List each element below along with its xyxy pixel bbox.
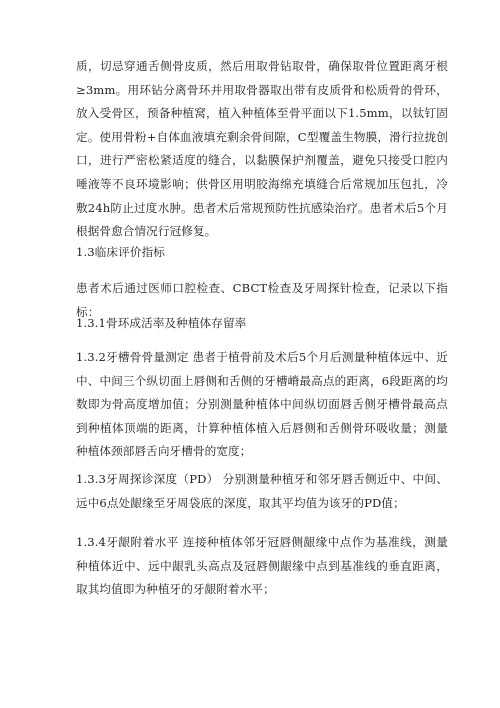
paragraph-alveolar-bone-measurement: 1.3.2牙槽骨骨量测定 患者于植骨前及术后5个月后测量种植体远中、近中、中间三个纵切面上唇侧和舌侧的牙槽嵴最高点的距离，6段距离的均数即为骨高度增加值；分别测量种植体中间纵切面唇舌侧牙槽骨最高点到种植体顶端的距离，计算种植体植入后唇侧和舌侧骨环吸收量；测量种植体颈部唇舌向牙槽骨的宽度； [76, 350, 448, 459]
section-heading-survival-rate: 1.3.1骨环成活率及种植体存留率 [76, 316, 247, 330]
section-heading-clinical-evaluation: 1.3临床评价指标 [76, 245, 165, 259]
paragraph-gingival-attachment-level: 1.3.4牙龈附着水平 连接种植体邻牙冠唇侧龈缘中点作为基准线，测量种植体近中、远中龈乳头高点及冠唇侧龈缘中点到基准线的垂直距离，取其均值即为种植牙的牙龈附着水平； [76, 535, 448, 597]
paragraph-postoperative-examination: 患者术后通过医师口腔检查、CBCT检查及牙周探针检查，记录以下指标： [76, 281, 448, 319]
paragraph-bone-harvest-procedure: 质，切忌穿通舌侧骨皮质，然后用取骨钻取骨，确保取骨位置距离牙根≥3mm。用环钻分离骨环并用取骨器取出带有皮质骨和松质骨的骨环，放入受骨区，预备种植窝，植入种植体至骨平面以下1.5mm，以钛钉固定。使用骨粉+自体血液填充剩余骨间隙，C型覆盖生物膜，滑行拉拢创口，进行严密松紧适度的缝合，以黏膜保护剂覆盖，避免只接受口腔内唾液等不良环境影响；供骨区用明胶海绵充填缝合后常规加压包扎，冷敷24h防止过度水肿。患者术后常规预防性抗感染治疗。患者术后5个月根据骨愈合情况行冠修复。 [76, 59, 448, 239]
paragraph-probing-depth: 1.3.3牙周探诊深度（PD） 分别测量种植牙和邻牙唇舌侧近中、中间、远中6点处龈缘至牙周袋底的深度，取其平均值为该牙的PD值； [76, 472, 448, 510]
